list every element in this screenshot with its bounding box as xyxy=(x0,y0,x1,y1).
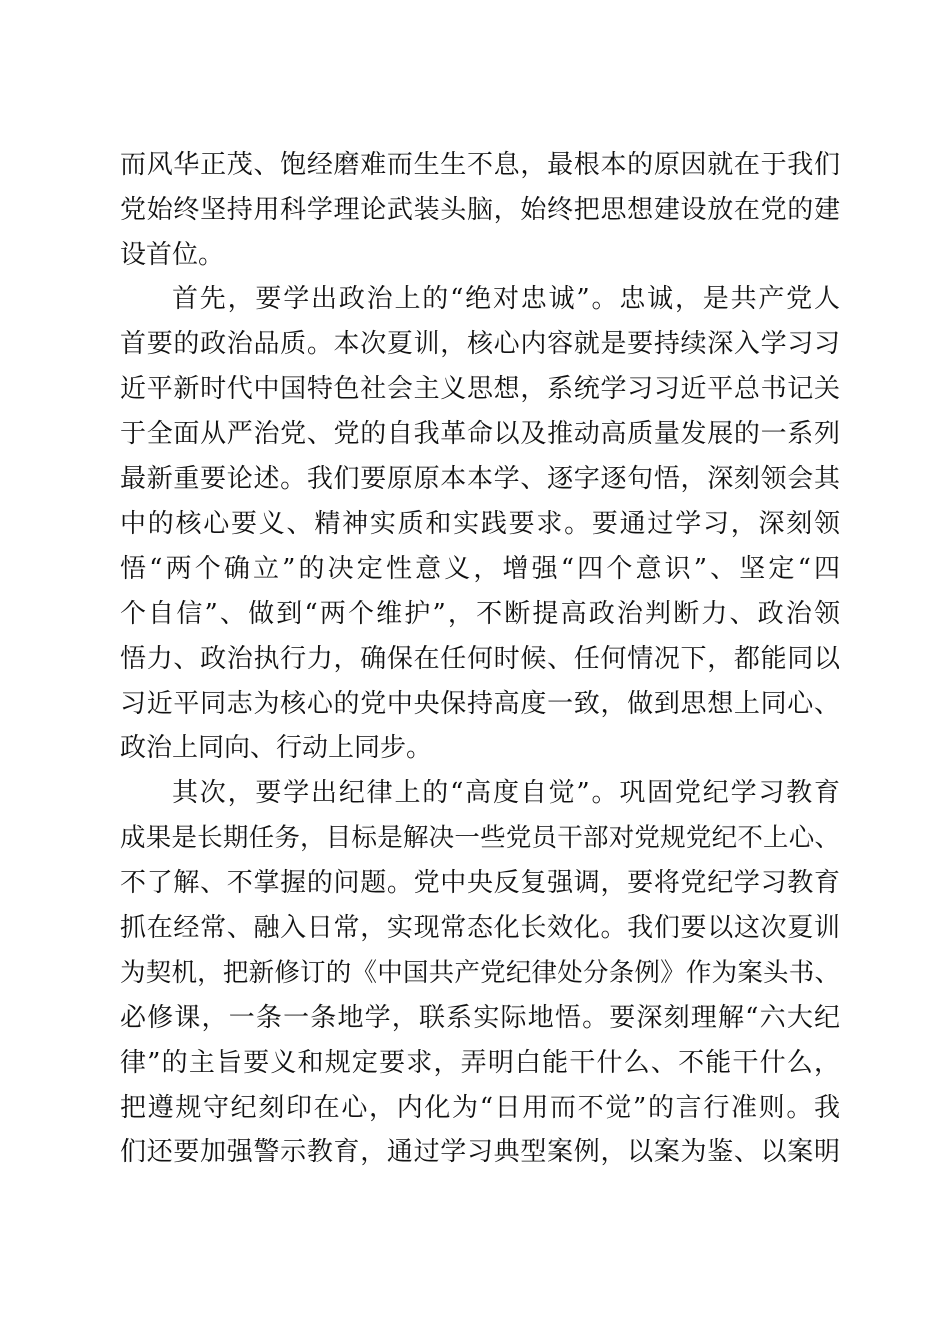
text-line: 政治上同向、行动上同步。 xyxy=(120,733,433,763)
paragraph-first-line: 其次，要学出纪律上的“高度自觉”。巩固党纪学习教育 xyxy=(172,778,840,808)
text-line: 们还要加强警示教育，通过学习典型案例，以案为鉴、以案明 xyxy=(120,1137,840,1167)
text-line: 最新重要论述。我们要原原本本学、逐字逐句悟，深刻领会其 xyxy=(120,464,840,494)
text-line: 于全面从严治党、党的自我革命以及推动高质量发展的一系列 xyxy=(120,419,840,449)
text-line: 必修课，一条一条地学，联系实际地悟。要深刻理解“六大纪 xyxy=(120,1003,840,1033)
text-line: 抓在经常、融入日常，实现常态化长效化。我们要以这次夏训 xyxy=(120,913,840,943)
text-line: 悟“两个确立”的决定性意义，增强“四个意识”、坚定“四 xyxy=(120,554,840,584)
text-line: 为契机，把新修订的《中国共产党纪律处分条例》作为案头书、 xyxy=(120,958,840,988)
paragraph-first-line: 首先，要学出政治上的“绝对忠诚”。忠诚，是共产党人 xyxy=(172,284,840,314)
text-line: 首要的政治品质。本次夏训，核心内容就是要持续深入学习习 xyxy=(120,329,840,359)
text-line: 近平新时代中国特色社会主义思想，系统学习习近平总书记关 xyxy=(120,374,840,404)
text-line: 律”的主旨要义和规定要求，弄明白能干什么、不能干什么， xyxy=(120,1048,840,1078)
text-line: 设首位。 xyxy=(120,240,225,270)
text-line: 把遵规守纪刻印在心，内化为“日用而不觉”的言行准则。我 xyxy=(120,1093,840,1123)
text-line: 个自信”、做到“两个维护”，不断提高政治判断力、政治领 xyxy=(120,599,840,629)
text-line: 党始终坚持用科学理论武装头脑，始终把思想建设放在党的建 xyxy=(120,195,840,225)
text-line: 成果是长期任务，目标是解决一些党员干部对党规党纪不上心、 xyxy=(120,823,840,853)
text-line: 悟力、政治执行力，确保在任何时候、任何情况下，都能同以 xyxy=(120,644,840,674)
text-line: 不了解、不掌握的问题。党中央反复强调，要将党纪学习教育 xyxy=(120,868,840,898)
text-line: 中的核心要义、精神实质和实践要求。要通过学习，深刻领 xyxy=(120,509,840,539)
text-line: 习近平同志为核心的党中央保持高度一致，做到思想上同心、 xyxy=(120,689,840,719)
text-line: 而风华正茂、饱经磨难而生生不息，最根本的原因就在于我们 xyxy=(120,150,840,180)
